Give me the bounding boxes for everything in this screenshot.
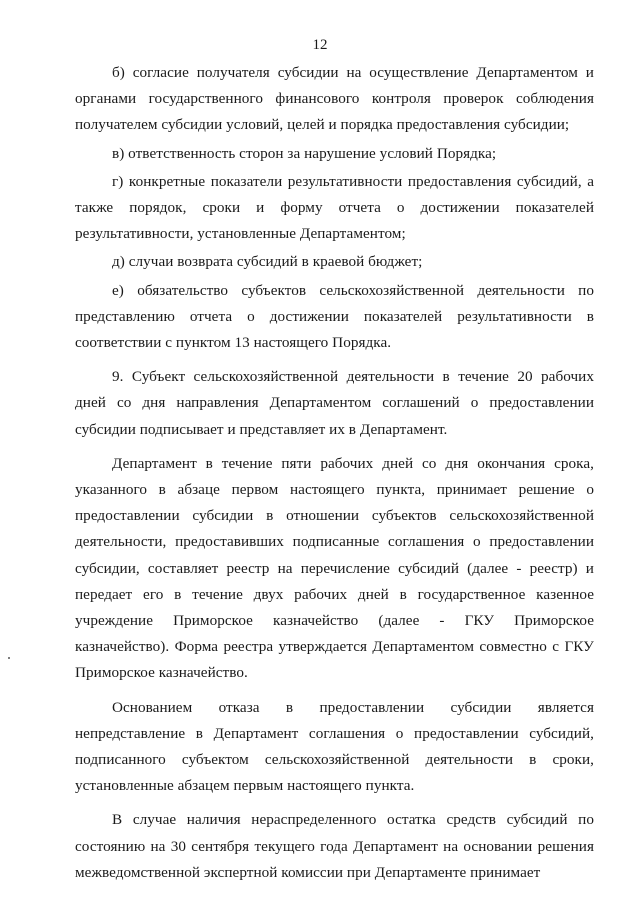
paragraph-refusal-grounds: Основанием отказа в предоставлении субсидии является непредставление в Департамент соглашения о предоставлении субсидий, подписанного субъектом сельскохозяйственной деятельности в сроки, установленные абзацем первым настоящего пункта. [75, 698, 594, 795]
paragraph-item-e: е) обязательство субъектов сельскохозяйственной деятельности по представлению отчета о достижении показателей результативности в соответствии с пунктом 13 настоящего Порядка. [75, 281, 594, 352]
scan-speck [8, 657, 10, 659]
paragraph-department-decision: Департамент в течение пяти рабочих дней со дня окончания срока, указанного в абзаце первом настоящего пункта, принимает решение о предоставлении субсидии в отношении субъектов сельскохозяйственной деятельности, предоставивших подписанные соглашения о предоставлении субсидии, составляет реестр на перечисление субсидий (далее - реестр) и передает его в течение двух рабочих дней в государственное казенное учреждение Приморское казначейство (далее - ГКУ Приморское казначейство). Форма реестра утверждается Департаментом совместно с ГКУ Приморское казначейство. [75, 454, 594, 682]
paragraph-remaining-funds: В случае наличия нераспределенного остатка средств субсидий по состоянию на 30 сентября текущего года Департамент на основании решения межведомственной экспертной комиссии при Департаменте принимает [75, 811, 594, 881]
paragraph-item-d: д) случаи возврата субсидий в краевой бюджет; [112, 253, 423, 271]
page-number: 12 [312, 37, 328, 53]
paragraph-clause-9: 9. Субъект сельскохозяйственной деятельности в течение 20 рабочих дней со дня направления Департаментом соглашений о предоставлении субсидии подписывает и представляет их в Департамент. [75, 368, 594, 438]
document-body [75, 60, 594, 890]
paragraph-item-g: г) конкретные показатели результативности предоставления субсидий, а также порядок, сроки и форму отчета о достижении показателей результативности, установленные Департаментом; [75, 172, 594, 243]
paragraph-item-b: б) согласие получателя субсидии на осуществление Департаментом и органами государственного финансового контроля проверок соблюдения получателем субсидии условий, целей и порядка предоставления субсидии; [75, 64, 594, 134]
paragraph-item-v: в) ответственность сторон за нарушение условий Порядка; [112, 144, 497, 162]
